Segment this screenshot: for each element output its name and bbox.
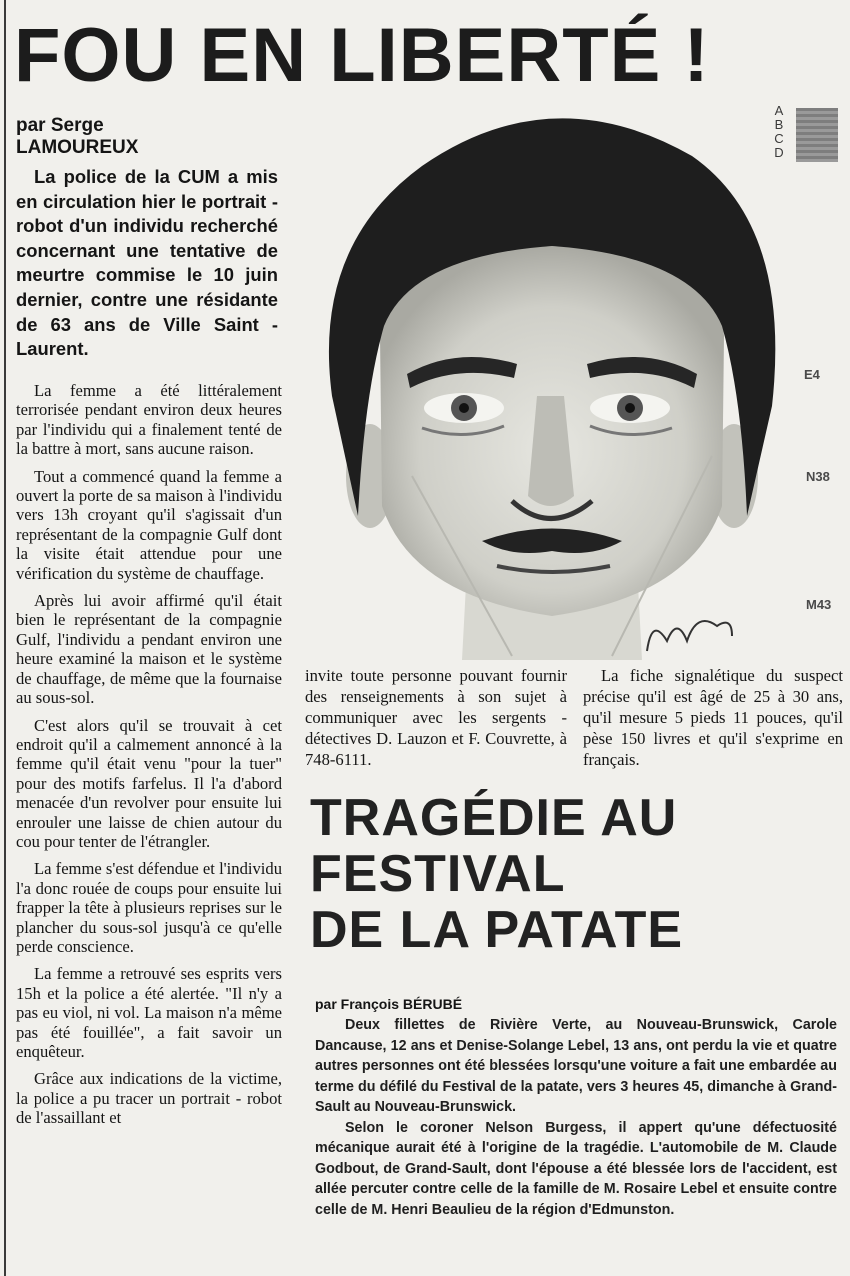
paragraph: Tout a commencé quand la femme a ouvert la porte de sa maison à l'individu vers 13h croyant qu'il s'agissait d'un représentant de la compagnie Gulf dont la visite était attendue pour une vérification du système de chauffage. [16,466,282,583]
paragraph: La femme a été littéralement terrorisée pendant environ deux heures par l'individu qui a finalement tenté de la battre à mort, sans aucune raison. [16,381,282,459]
column-rule [4,0,6,1276]
mark-m43: M43 [806,597,832,612]
paragraph: La femme s'est défendue et l'individu l'a donc rouée de coups pour ensuite lui frapper la tête à plusieurs reprises sur le plancher du sous-sol jusqu'à ce qu'elle perde conscience. [16,859,282,956]
paragraph: La femme a retrouvé ses esprits vers 15h et la police a été alertée. "Il n'y a pas eu viol, ni vol. La maison n'a même pas été fouillée", a fait savoir un enquêteur. [16,964,282,1061]
paragraph: invite toute personne pouvant fournir des renseignements à son sujet à communiquer avec les sergents - détectives D. Lauzon et F. Couvrette, à 748-6111. [305,666,567,769]
byline-serge-lamoureux [16,115,296,159]
paragraph: Deux fillettes de Rivière Verte, au Nouveau-Brunswick, Carole Dancause, 12 ans et Denise-Solange Lebel, 13 ans, ont perdu la vie et quatre autres personnes ont été blessées lorsqu'une voiture a fait une embardée au terme du défilé du Festival de la patate, vers 3 heures 45, dimanche à Grand-Sault au Nouveau-Brunswick. [315,1017,837,1115]
mark-letter: B [774,117,784,132]
article1-column-3 [583,665,843,778]
mark-letter: D [774,145,784,160]
paragraph: Grâce aux indications de la victime, la police a pu tracer un portrait - robot de l'assaillant et [16,1069,282,1128]
paragraph: Après lui avoir affirmé qu'il était bien le représentant de la compagnie Gulf, l'individu a pendant environ une heure examiné la maison et le système de chauffage, de même que la fournaise au sous-sol. [16,591,282,708]
mark-e4: E4 [804,367,820,382]
article2-body [315,1015,837,1220]
suspect-composite-portrait [292,96,812,660]
headline-line: TRAGÉDIE AU [310,789,678,847]
paragraph: La fiche signalétique du suspect précise qu'il est âgé de 25 à 30 ans, qu'il mesure 5 pieds 11 pouces, qu'il pèse 150 livres et qu'il s'exprime en français. [583,666,843,769]
byline-line: LAMOUREUX [16,137,139,158]
photo-marks-abcd [770,104,788,160]
headline-tragedie-au-festival [310,790,840,958]
byline-francois-berube: par François BÉRUBÉ [315,996,463,1012]
headline-fou-en-liberte: FOU EN LIBERTÉ ! [14,13,710,98]
headline-line: DE LA PATATE [310,901,684,959]
article1-column-2 [305,665,567,778]
article1-column-1 [16,381,282,1136]
paragraph: Selon le coroner Nelson Burgess, il appert qu'une défectuosité mécanique aurait été à l'origine de la tragédie. L'automobile de M. Claude Godbout, de Grand-Sault, dont l'épouse a été blessée lors de l'accident, est allée percuter contre celle de la famille de M. Rosaire Lebel et ensuite contre celle de M. Henri Beaulieu de la région d'Edmunston. [315,1119,837,1218]
mark-letter: A [774,103,784,118]
headline-line: FESTIVAL [310,845,566,903]
mark-n38: N38 [806,469,830,484]
lead-paragraph: La police de la CUM a mis en circulation hier le portrait - robot d'un individu recherché concernant une tentative de meurtre commise le 10 juin dernier, contre une résidante de 63 ans de Ville Saint - Laurent. [16,166,278,360]
mark-letter: C [774,131,784,146]
paragraph: C'est alors qu'il se trouvait à cet endroit qu'il a calmement annoncé à la femme qu'il était venu "pour la tuer" pour des motifs farfelus. Il l'a d'abord menacée d'un revolver pour ensuite lui enrouler une laisse de chien autour du cou pour tenter de l'étrangler. [16,715,282,851]
byline-line: par Serge [16,115,104,136]
gray-swatch [796,108,838,162]
